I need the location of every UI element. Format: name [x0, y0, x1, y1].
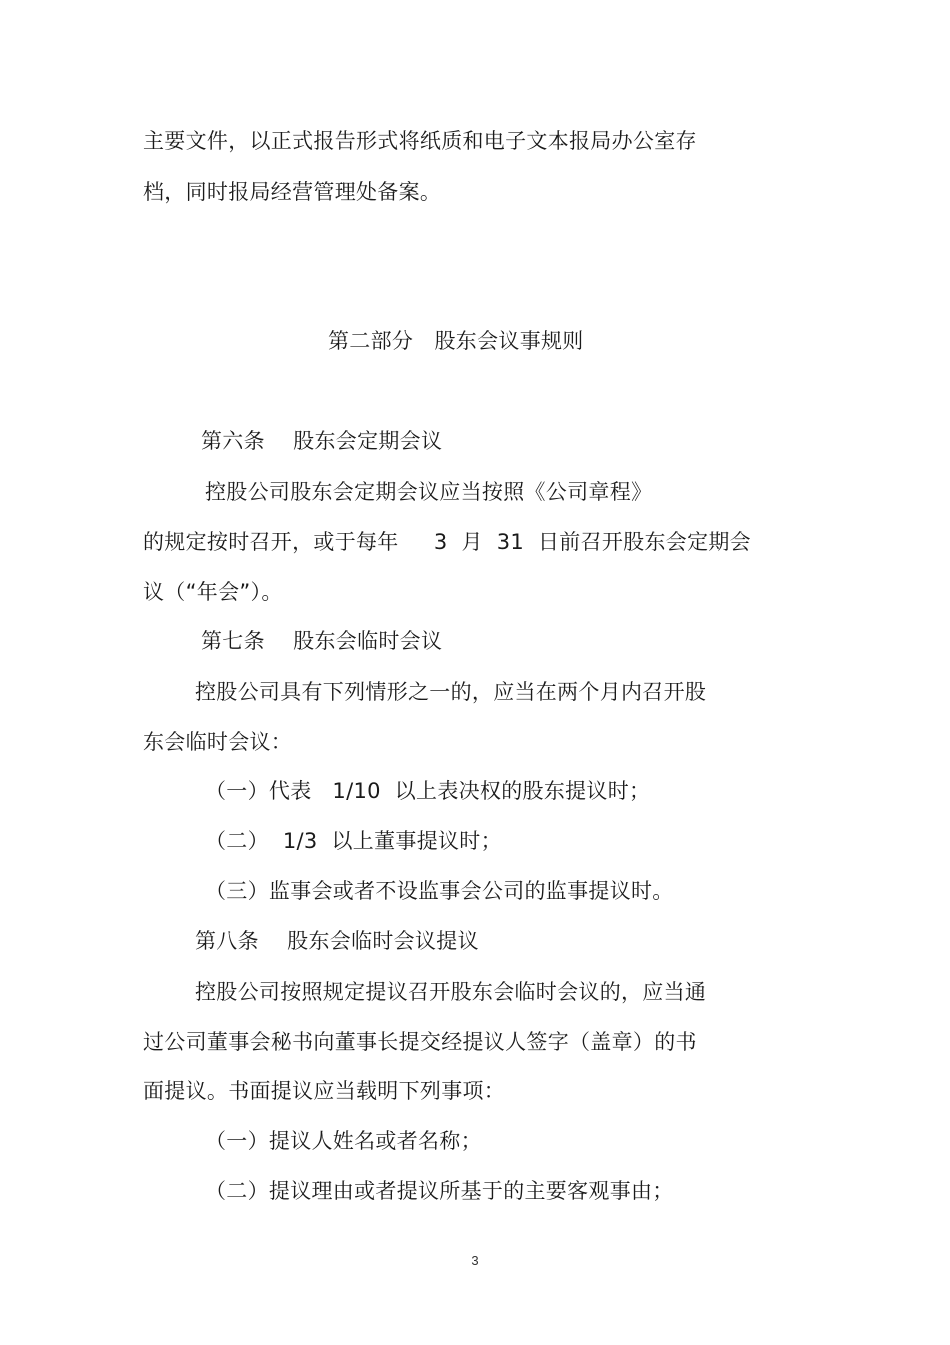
list-item: （一）提议人姓名或者名称； — [205, 1129, 482, 1153]
body-line: 东会临时会议： — [143, 730, 293, 754]
list-item: （二） 1/3 以上董事提议时； — [205, 829, 502, 853]
body-line: 控股公司按照规定提议召开股东会临时会议的，应当通 — [195, 980, 707, 1004]
list-item: （一）代表 1/10 以上表决权的股东提议时； — [205, 779, 651, 803]
body-line: 控股公司股东会定期会议应当按照《公司章程》 — [205, 480, 653, 504]
body-line: 议（“年会”）。 — [143, 580, 283, 604]
list-item: （二）提议理由或者提议所基于的主要客观事由； — [205, 1179, 674, 1203]
body-line: 面提议。书面提议应当载明下列事项： — [143, 1079, 506, 1103]
body-line: 过公司董事会秘书向董事长提交经提议人签字（盖章）的书 — [143, 1030, 697, 1054]
body-line: 主要文件，以正式报告形式将纸质和电子文本报局办公室存 — [143, 129, 697, 153]
article-heading: 第八条 股东会临时会议提议 — [195, 929, 479, 953]
body-line: 档，同时报局经营管理处备案。 — [143, 180, 442, 204]
page-number: 3 — [471, 1253, 479, 1268]
body-line: 的规定按时召开，或于每年 3 月 31 日前召开股东会定期会 — [143, 530, 751, 554]
section-heading: 第二部分 股东会议事规则 — [328, 329, 584, 353]
article-heading: 第六条 股东会定期会议 — [201, 429, 443, 453]
list-item: （三）监事会或者不设监事会公司的监事提议时。 — [205, 879, 674, 903]
body-line: 控股公司具有下列情形之一的，应当在两个月内召开股 — [195, 680, 707, 704]
article-heading: 第七条 股东会临时会议 — [201, 629, 443, 653]
